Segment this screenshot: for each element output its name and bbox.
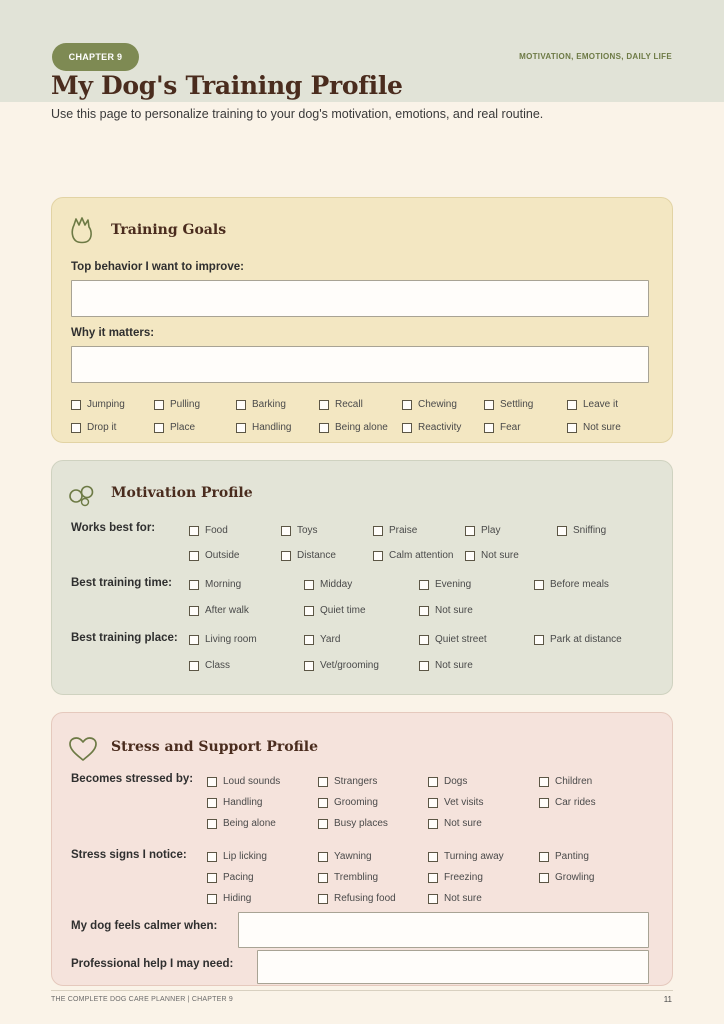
place-checkbox[interactable] <box>534 634 622 645</box>
checkbox-label: Praise <box>389 525 418 536</box>
checkbox-box[interactable] <box>236 400 246 410</box>
goal-checkbox[interactable] <box>154 399 200 410</box>
stress-support-section <box>51 712 673 986</box>
best-time-label: Best training time: <box>71 577 172 589</box>
place-checkbox[interactable] <box>419 660 473 671</box>
checkbox-box[interactable] <box>419 606 429 616</box>
checkbox-box[interactable] <box>318 777 328 787</box>
checkbox-label: Refusing food <box>334 893 396 904</box>
checkbox-box[interactable] <box>207 819 217 829</box>
checkbox-box[interactable] <box>304 635 314 645</box>
checkbox-label: Pacing <box>223 872 254 883</box>
stressed-by-label: Becomes stressed by: <box>71 773 194 785</box>
goal-checkbox[interactable] <box>236 422 291 433</box>
checkbox-label: Play <box>481 525 501 536</box>
checkbox-box[interactable] <box>419 580 429 590</box>
goal-checkbox[interactable] <box>402 422 461 433</box>
checkbox-box[interactable] <box>236 423 246 433</box>
footer-book-title: THE COMPLETE DOG CARE PLANNER | CHAPTER 9 <box>51 996 233 1003</box>
checkbox-label: After walk <box>205 605 249 616</box>
checkbox-box[interactable] <box>304 661 314 671</box>
checkbox-box[interactable] <box>484 400 494 410</box>
heart-icon <box>68 736 98 762</box>
place-checkbox[interactable] <box>304 660 379 671</box>
stress-sign-checkbox[interactable] <box>318 851 372 862</box>
checkbox-label: Before meals <box>550 579 609 590</box>
checkbox-label: Living room <box>205 634 257 645</box>
checkbox-box[interactable] <box>539 873 549 883</box>
checkbox-box[interactable] <box>534 580 544 590</box>
checkbox-label: Not sure <box>444 818 482 829</box>
stress-sign-checkbox[interactable] <box>539 851 589 862</box>
checkbox-box[interactable] <box>373 551 383 561</box>
checkbox-label: Reactivity <box>418 422 462 433</box>
checkbox-label: Loud sounds <box>223 776 281 787</box>
place-checkbox[interactable] <box>304 634 340 645</box>
checkbox-label: Not sure <box>435 660 473 671</box>
motivation-checkbox[interactable] <box>557 525 606 536</box>
checkbox-box[interactable] <box>304 606 314 616</box>
stressor-checkbox[interactable] <box>539 797 596 808</box>
checkbox-box[interactable] <box>189 606 199 616</box>
checkbox-label: Outside <box>205 550 240 561</box>
checkbox-label: Leave it <box>583 399 619 410</box>
checkbox-label: Yard <box>320 634 341 645</box>
checkbox-label: Class <box>205 660 231 671</box>
goal-checkbox[interactable] <box>402 399 457 410</box>
checkbox-box[interactable] <box>539 852 549 862</box>
checkbox-label: Freezing <box>444 872 483 883</box>
stressor-checkbox[interactable] <box>207 818 276 829</box>
stress-sign-checkbox[interactable] <box>428 851 504 862</box>
checkbox-box[interactable] <box>207 852 217 862</box>
best-place-label: Best training place: <box>71 632 178 644</box>
checkbox-label: Dogs <box>444 776 468 787</box>
checkbox-label: Grooming <box>334 797 378 808</box>
checkbox-label: Food <box>205 525 228 536</box>
checkbox-label: Turning away <box>444 851 504 862</box>
checkbox-box[interactable] <box>318 894 328 904</box>
checkbox-box[interactable] <box>318 819 328 829</box>
stress-sign-checkbox[interactable] <box>428 872 483 883</box>
stress-signs-label: Stress signs I notice: <box>71 849 187 861</box>
checkbox-box[interactable] <box>304 580 314 590</box>
checkbox-box[interactable] <box>534 635 544 645</box>
time-checkbox[interactable] <box>304 579 352 590</box>
checkbox-box[interactable] <box>557 526 567 536</box>
stressor-checkbox[interactable] <box>318 776 377 787</box>
checkbox-box[interactable] <box>207 798 217 808</box>
circles-icon <box>68 483 96 507</box>
chapter-topic: MOTIVATION, EMOTIONS, DAILY LIFE <box>519 52 672 61</box>
checkbox-box[interactable] <box>154 423 164 433</box>
checkbox-box[interactable] <box>207 777 217 787</box>
goal-checkbox[interactable] <box>154 422 195 433</box>
stress-sign-checkbox[interactable] <box>207 872 254 883</box>
stressor-checkbox[interactable] <box>539 776 592 787</box>
checkbox-box[interactable] <box>71 400 81 410</box>
checkbox-label: Strangers <box>334 776 378 787</box>
page-subtitle: Use this page to personalize training to your dog's motivation, emotions, and real routine. <box>51 107 544 121</box>
checkbox-label: Growling <box>555 872 595 883</box>
footer-divider <box>51 990 673 991</box>
checkbox-box[interactable] <box>319 423 329 433</box>
checkbox-box[interactable] <box>419 661 429 671</box>
checkbox-label: Toys <box>297 525 318 536</box>
checkbox-box[interactable] <box>281 526 291 536</box>
checkbox-box[interactable] <box>318 798 328 808</box>
stressor-checkbox[interactable] <box>428 818 482 829</box>
stressor-checkbox[interactable] <box>207 797 262 808</box>
checkbox-box[interactable] <box>318 852 328 862</box>
checkbox-label: Hiding <box>223 893 252 904</box>
checkbox-box[interactable] <box>207 873 217 883</box>
checkbox-box[interactable] <box>428 777 438 787</box>
checkbox-box[interactable] <box>373 526 383 536</box>
calmer-when-label: My dog feels calmer when: <box>71 920 218 932</box>
motivation-profile-title: Motivation Profile <box>111 485 253 501</box>
checkbox-label: Panting <box>555 851 589 862</box>
checkbox-label: Busy places <box>334 818 388 829</box>
checkbox-box[interactable] <box>567 400 577 410</box>
checkbox-label: Fear <box>500 422 521 433</box>
checkbox-box[interactable] <box>189 526 199 536</box>
place-checkbox[interactable] <box>189 634 257 645</box>
checkbox-label: Children <box>555 776 593 787</box>
goal-checkbox[interactable] <box>484 422 521 433</box>
checkbox-label: Being alone <box>223 818 276 829</box>
checkbox-label: Vet/grooming <box>320 660 379 671</box>
top-behavior-label: Top behavior I want to improve: <box>71 261 244 273</box>
checkbox-label: Midday <box>320 579 353 590</box>
checkbox-label: Not sure <box>481 550 519 561</box>
why-matters-label: Why it matters: <box>71 327 155 339</box>
stressor-checkbox[interactable] <box>207 776 280 787</box>
motivation-checkbox[interactable] <box>281 550 336 561</box>
goal-checkbox[interactable] <box>484 399 533 410</box>
checkbox-label: Trembling <box>334 872 379 883</box>
checkbox-label: Being alone <box>335 422 388 433</box>
checkbox-label: Quiet time <box>320 605 366 616</box>
checkbox-box[interactable] <box>189 635 199 645</box>
checkbox-label: Distance <box>297 550 336 561</box>
motivation-checkbox[interactable] <box>465 525 500 536</box>
checkbox-box[interactable] <box>428 819 438 829</box>
time-checkbox[interactable] <box>419 579 471 590</box>
checkbox-box[interactable] <box>189 661 199 671</box>
checkbox-label: Chewing <box>418 399 457 410</box>
checkbox-box[interactable] <box>465 526 475 536</box>
checkbox-box[interactable] <box>419 635 429 645</box>
place-checkbox[interactable] <box>189 660 230 671</box>
checkbox-label: Car rides <box>555 797 596 808</box>
checkbox-box[interactable] <box>539 798 549 808</box>
checkbox-label: Recall <box>335 399 363 410</box>
flame-icon <box>70 215 94 245</box>
checkbox-box[interactable] <box>539 777 549 787</box>
stress-sign-checkbox[interactable] <box>539 872 594 883</box>
checkbox-label: Handling <box>223 797 263 808</box>
time-checkbox[interactable] <box>189 605 249 616</box>
checkbox-label: Handling <box>252 422 292 433</box>
checkbox-label: Drop it <box>87 422 117 433</box>
page-number: 11 <box>663 995 672 1004</box>
checkbox-box[interactable] <box>207 894 217 904</box>
checkbox-box[interactable] <box>428 798 438 808</box>
time-checkbox[interactable] <box>534 579 609 590</box>
checkbox-box[interactable] <box>189 580 199 590</box>
checkbox-box[interactable] <box>319 400 329 410</box>
checkbox-label: Not sure <box>435 605 473 616</box>
checkbox-label: Settling <box>500 399 534 410</box>
stress-sign-checkbox[interactable] <box>318 893 396 904</box>
checkbox-box[interactable] <box>71 423 81 433</box>
stress-sign-checkbox[interactable] <box>207 851 267 862</box>
checkbox-box[interactable] <box>465 551 475 561</box>
training-goals-section <box>51 197 673 443</box>
training-goals-title: Training Goals <box>111 222 227 238</box>
time-checkbox[interactable] <box>304 605 366 616</box>
works-best-label: Works best for: <box>71 522 156 534</box>
motivation-checkbox[interactable] <box>281 525 318 536</box>
motivation-checkbox[interactable] <box>465 550 519 561</box>
stressor-checkbox[interactable] <box>318 797 378 808</box>
checkbox-label: Place <box>170 422 196 433</box>
checkbox-box[interactable] <box>428 852 438 862</box>
time-checkbox[interactable] <box>189 579 241 590</box>
page-title: My Dog's Training Profile <box>51 71 403 100</box>
time-checkbox[interactable] <box>419 605 473 616</box>
motivation-checkbox[interactable] <box>373 550 453 561</box>
goal-checkbox[interactable] <box>71 399 125 410</box>
checkbox-box[interactable] <box>428 873 438 883</box>
goal-checkbox[interactable] <box>71 422 116 433</box>
checkbox-label: Sniffing <box>573 525 607 536</box>
checkbox-label: Jumping <box>87 399 125 410</box>
stress-sign-checkbox[interactable] <box>318 872 378 883</box>
checkbox-label: Quiet street <box>435 634 487 645</box>
motivation-checkbox[interactable] <box>189 525 228 536</box>
place-checkbox[interactable] <box>419 634 487 645</box>
checkbox-box[interactable] <box>402 400 412 410</box>
checkbox-label: Morning <box>205 579 242 590</box>
motivation-checkbox[interactable] <box>189 550 239 561</box>
professional-help-label: Professional help I may need: <box>71 958 234 970</box>
checkbox-label: Vet visits <box>444 797 484 808</box>
checkbox-label: Yawning <box>334 851 372 862</box>
checkbox-box[interactable] <box>189 551 199 561</box>
checkbox-label: Calm attention <box>389 550 454 561</box>
checkbox-label: Barking <box>252 399 286 410</box>
stressor-checkbox[interactable] <box>428 776 467 787</box>
checkbox-box[interactable] <box>484 423 494 433</box>
goal-checkbox[interactable] <box>567 422 621 433</box>
stressor-checkbox[interactable] <box>318 818 388 829</box>
calmer-when-field[interactable] <box>238 912 649 948</box>
goal-checkbox[interactable] <box>319 422 388 433</box>
goal-checkbox[interactable] <box>236 399 286 410</box>
stress-support-title: Stress and Support Profile <box>111 739 318 755</box>
why-matters-field[interactable] <box>71 346 649 383</box>
goal-checkbox[interactable] <box>319 399 363 410</box>
checkbox-label: Not sure <box>444 893 482 904</box>
motivation-profile-section <box>51 460 673 695</box>
chapter-badge: CHAPTER 9 <box>52 43 139 71</box>
checkbox-box[interactable] <box>428 894 438 904</box>
checkbox-label: Park at distance <box>550 634 622 645</box>
checkbox-label: Pulling <box>170 399 201 410</box>
professional-help-field[interactable] <box>257 950 649 984</box>
checkbox-label: Not sure <box>583 422 621 433</box>
stress-sign-checkbox[interactable] <box>428 893 482 904</box>
stress-sign-checkbox[interactable] <box>207 893 251 904</box>
checkbox-box[interactable] <box>567 423 577 433</box>
checkbox-label: Evening <box>435 579 472 590</box>
checkbox-box[interactable] <box>281 551 291 561</box>
goal-checkbox[interactable] <box>567 399 618 410</box>
checkbox-box[interactable] <box>402 423 412 433</box>
checkbox-box[interactable] <box>154 400 164 410</box>
stressor-checkbox[interactable] <box>428 797 483 808</box>
top-behavior-field[interactable] <box>71 280 649 317</box>
motivation-checkbox[interactable] <box>373 525 417 536</box>
checkbox-box[interactable] <box>318 873 328 883</box>
checkbox-label: Lip licking <box>223 851 267 862</box>
